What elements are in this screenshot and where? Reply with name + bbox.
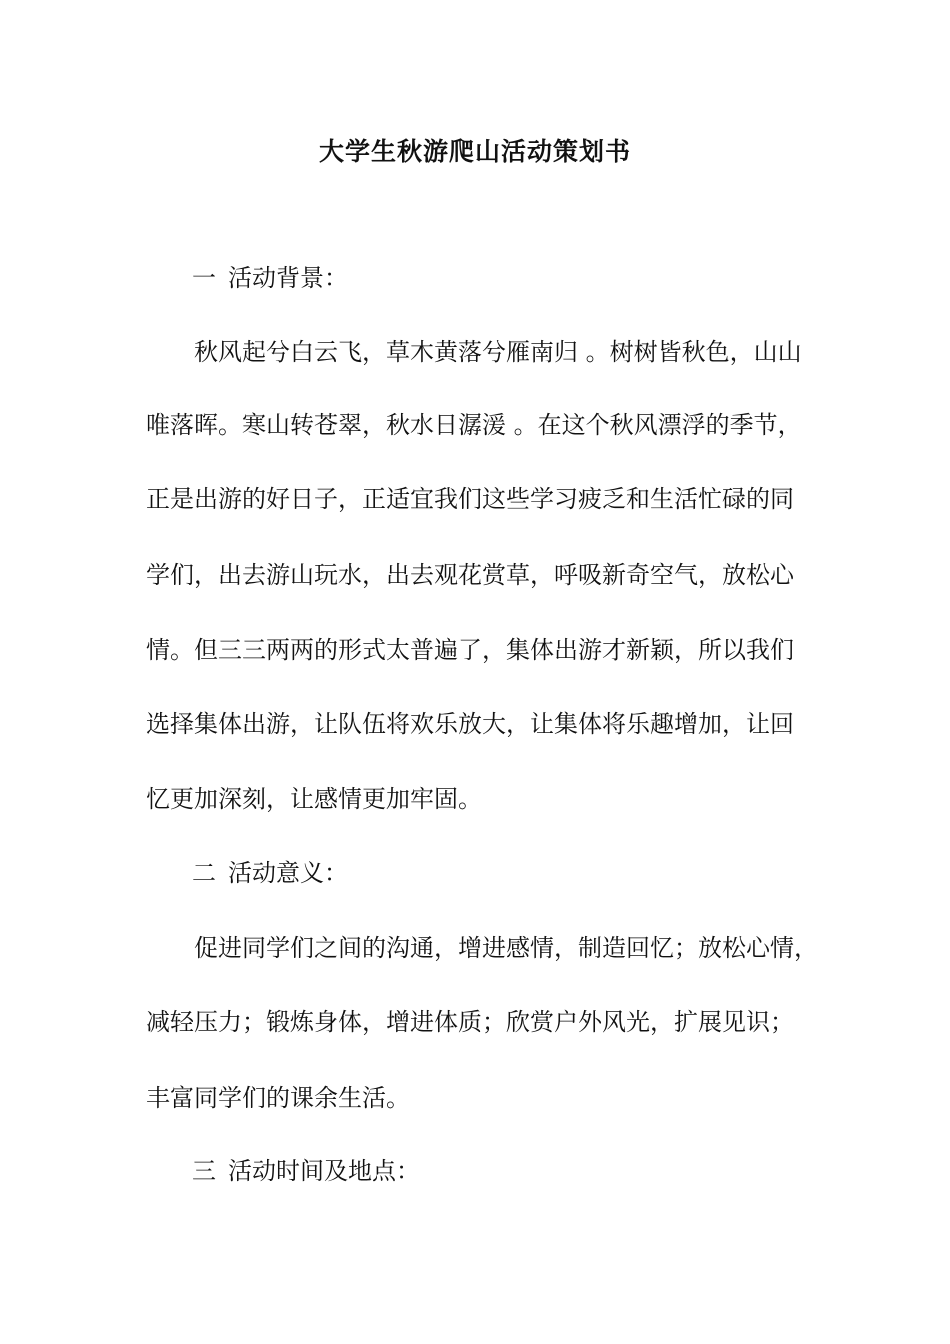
section-heading-text: 活动时间及地点： [228,1157,420,1185]
paragraph-line: 唯落晖。寒山转苍翠，秋水日潺湲 。在这个秋风漂浮的季节， [146,411,802,439]
paragraph-line: 减轻压力；锻炼身体，增进体质；欣赏户外风光，扩展见识； [146,1008,794,1036]
paragraph-line: 丰富同学们的课余生活。 [146,1084,410,1112]
paragraph-line: 正是出游的好日子，正适宜我们这些学习疲乏和生活忙碌的同 [146,485,794,513]
paragraph-line: 忆更加深刻，让感情更加牢固。 [146,785,482,813]
section-heading-significance [192,853,348,893]
paragraph-line: 情。但三三两两的形式太普遍了，集体出游才新颖，所以我们 [146,636,794,664]
paragraph-line: 秋风起兮白云飞，草木黄落兮雁南归 。树树皆秋色，山山 [194,338,802,366]
section-number: 一 [192,264,216,292]
section-heading-text: 活动意义： [228,859,348,887]
paragraph-line: 选择集体出游，让队伍将欢乐放大，让集体将乐趣增加，让回 [146,710,794,738]
section-heading-text: 活动背景： [228,264,348,292]
paragraph-line: 学们，出去游山玩水，出去观花赏草，呼吸新奇空气，放松心 [146,561,794,589]
paragraph-line: 促进同学们之间的沟通，增进感情，制造回忆；放松心情， [194,934,818,962]
section-heading-background [192,258,348,298]
document-title: 大学生秋游爬山活动策划书 [318,137,631,166]
section-number: 三 [192,1157,216,1185]
section-number: 二 [192,859,216,887]
section-heading-time-location [192,1151,420,1191]
